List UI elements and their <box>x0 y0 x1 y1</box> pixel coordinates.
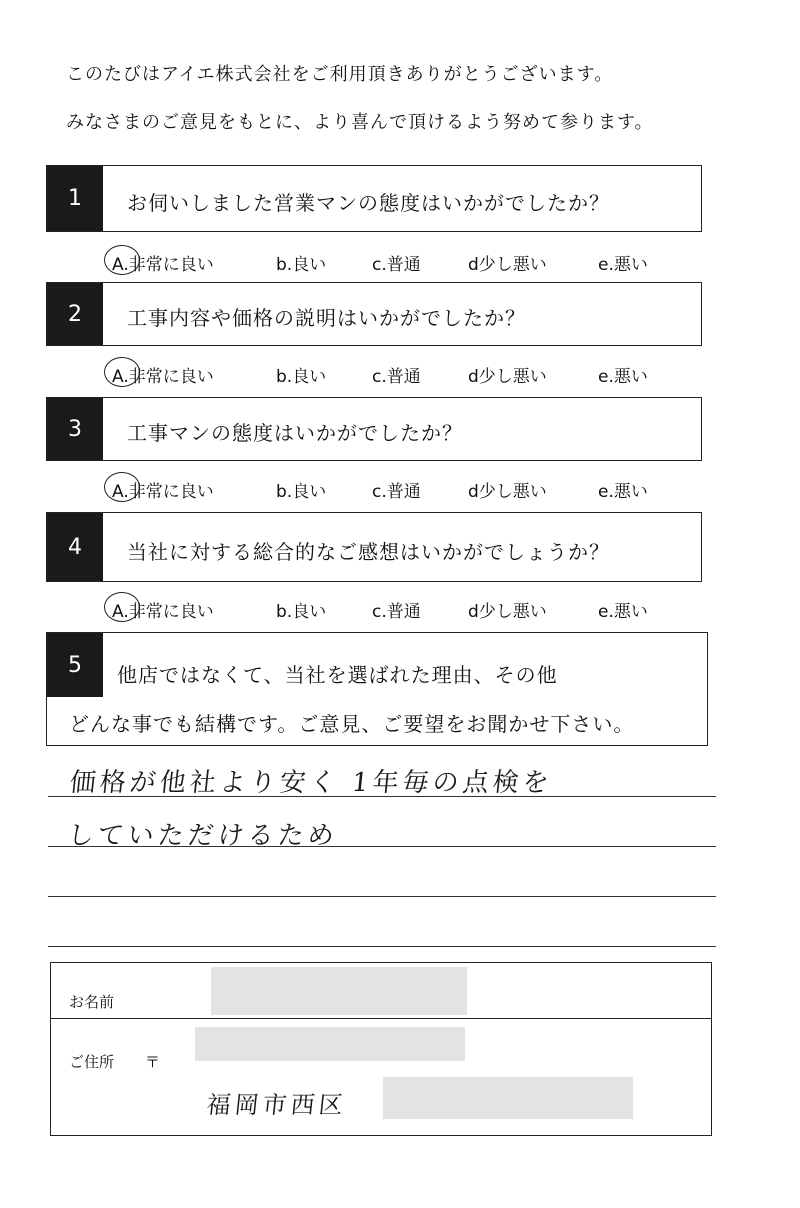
question-5-line-2: どんな事でも結構です。ご意見、ご要望をお聞かせ下さい。 <box>69 712 635 736</box>
question-number: 4 <box>47 513 103 581</box>
option-b[interactable]: b.良い <box>276 367 327 387</box>
answer-rule <box>48 896 716 897</box>
option-d[interactable]: d少し悪い <box>468 367 547 387</box>
option-e[interactable]: e.悪い <box>598 255 648 275</box>
answer-rule <box>48 946 716 947</box>
question-1-box <box>46 165 702 232</box>
question-number: 5 <box>47 633 103 697</box>
question-3-box <box>46 397 702 461</box>
option-a[interactable]: A.非常に良い <box>112 255 214 275</box>
name-label: お名前 <box>69 993 115 1011</box>
contact-info-box <box>50 962 712 1136</box>
question-text: 当社に対する総合的なご感想はいかがでしょうか？ <box>127 540 610 564</box>
address-redaction <box>383 1077 633 1119</box>
question-number: 2 <box>47 283 103 345</box>
question-number: 3 <box>47 398 103 460</box>
question-number: 1 <box>47 166 103 231</box>
name-redaction <box>211 967 467 1015</box>
option-c[interactable]: c.普通 <box>372 255 421 275</box>
handwritten-address: 福岡市西区 <box>205 1091 349 1119</box>
handwritten-answer-line-2: していただけるため <box>66 821 340 851</box>
option-e[interactable]: e.悪い <box>598 602 648 622</box>
question-5-box <box>46 632 708 746</box>
question-4-box <box>46 512 702 582</box>
option-c[interactable]: c.普通 <box>372 482 421 502</box>
postal-mark: 〒 <box>145 1053 161 1071</box>
option-a[interactable]: A.非常に良い <box>112 602 214 622</box>
option-d[interactable]: d少し悪い <box>468 482 547 502</box>
option-c[interactable]: c.普通 <box>372 367 421 387</box>
option-a[interactable]: A.非常に良い <box>112 367 214 387</box>
info-divider <box>51 1018 711 1019</box>
option-d[interactable]: d少し悪い <box>468 602 547 622</box>
option-a[interactable]: A.非常に良い <box>112 482 214 502</box>
question-5-line-1: 他店ではなくて、当社を選ばれた理由、その他 <box>117 663 558 687</box>
option-d[interactable]: d少し悪い <box>468 255 547 275</box>
option-b[interactable]: b.良い <box>276 255 327 275</box>
postal-code-redaction <box>195 1027 465 1061</box>
option-c[interactable]: c.普通 <box>372 602 421 622</box>
address-label: ご住所 <box>69 1053 115 1071</box>
option-b[interactable]: b.良い <box>276 482 327 502</box>
intro-line-1: このたびはアイエ株式会社をご利用頂きありがとうございます。 <box>66 64 614 85</box>
question-text: お伺いしました営業マンの態度はいかがでしたか？ <box>127 191 610 215</box>
handwritten-answer-line-1: 価格が他社より安く 1年毎の点検を <box>68 768 555 798</box>
intro-line-2: みなさまのご意見をもとに、より喜んで頂けるよう努めて参ります。 <box>66 112 654 133</box>
answer-rule <box>48 846 716 847</box>
answer-rule <box>48 796 716 797</box>
option-b[interactable]: b.良い <box>276 602 327 622</box>
option-e[interactable]: e.悪い <box>598 482 648 502</box>
question-2-box <box>46 282 702 346</box>
question-text: 工事内容や価格の説明はいかがでしたか？ <box>127 306 526 330</box>
option-e[interactable]: e.悪い <box>598 367 648 387</box>
question-text: 工事マンの態度はいかがでしたか？ <box>127 421 463 445</box>
